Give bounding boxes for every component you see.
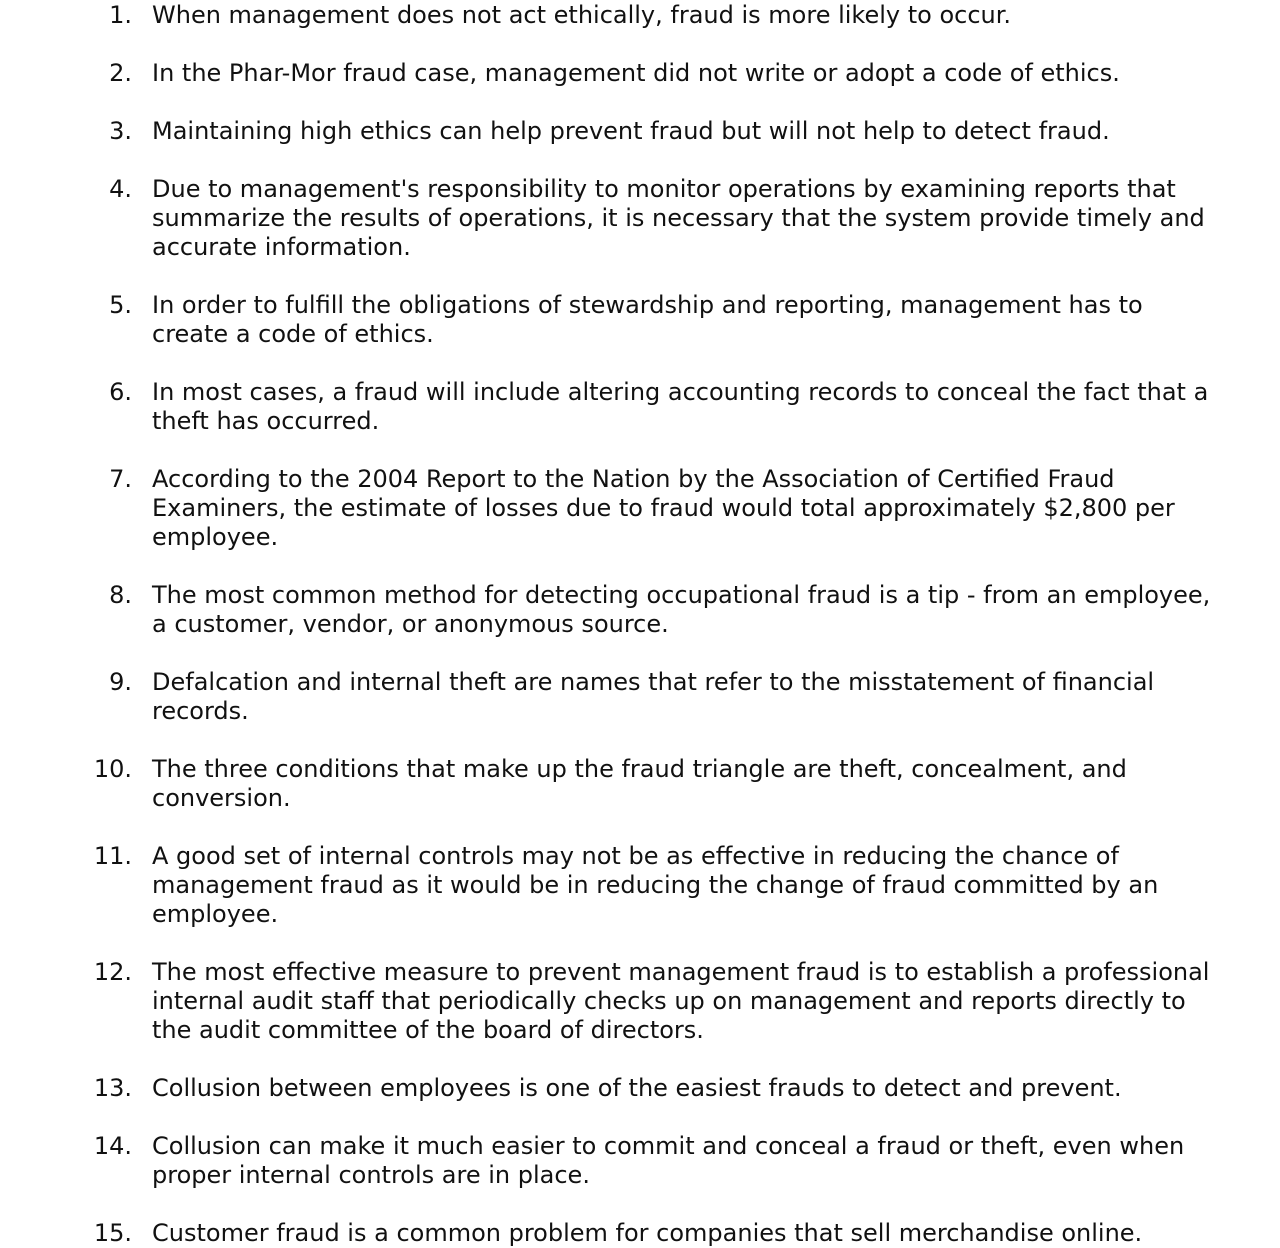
item-text: The three conditions that make up the fraud triangle are theft, concealment, and conversion.: [152, 755, 1127, 812]
list-item: [0, 1, 1280, 30]
list-item: [0, 59, 1280, 88]
item-text: Maintaining high ethics can help prevent fraud but will not help to detect fraud.: [152, 117, 1110, 145]
item-text: Due to management's responsibility to monitor operations by examining reports that summarize the results of operations, it is necessary that the system provide timely and accurate information.: [152, 175, 1205, 261]
item-number: 1.: [109, 1, 132, 29]
item-text: In most cases, a fraud will include altering accounting records to conceal the fact that a theft has occurred.: [152, 378, 1209, 435]
item-number: 6.: [109, 378, 132, 406]
item-number: 13.: [93, 1074, 132, 1102]
item-number: 3.: [109, 117, 132, 145]
list-item: [0, 1219, 1280, 1248]
item-number: 15.: [93, 1219, 132, 1247]
list-item: [0, 755, 1280, 813]
item-number: 9.: [109, 668, 132, 696]
item-number: 5.: [109, 291, 132, 319]
item-number: 7.: [109, 465, 132, 493]
item-text: The most effective measure to prevent management fraud is to establish a professional internal audit staff that periodically checks up on management and reports directly to the audit committee of the board of directors.: [152, 958, 1210, 1044]
list-item: [0, 958, 1280, 1045]
item-text: Customer fraud is a common problem for companies that sell merchandise online.: [152, 1219, 1143, 1247]
item-number: 12.: [93, 958, 132, 986]
list-item: [0, 465, 1280, 552]
item-text: Collusion between employees is one of the easiest frauds to detect and prevent.: [152, 1074, 1122, 1102]
item-text: Collusion can make it much easier to commit and conceal a fraud or theft, even when proper internal controls are in place.: [152, 1132, 1185, 1189]
item-text: Defalcation and internal theft are names that refer to the misstatement of financial records.: [152, 668, 1155, 725]
item-text: When management does not act ethically, fraud is more likely to occur.: [152, 1, 1012, 29]
list-item: [0, 117, 1280, 146]
item-text: A good set of internal controls may not be as effective in reducing the chance of management fraud as it would be in reducing the change of fraud committed by an employee.: [152, 842, 1159, 928]
item-number: 2.: [109, 59, 132, 87]
item-number: 14.: [93, 1132, 132, 1160]
list-item: [0, 842, 1280, 929]
item-number: 11.: [93, 842, 132, 870]
list-item: [0, 581, 1280, 639]
true-false-question-list: [0, 1, 1280, 1248]
list-item: [0, 378, 1280, 436]
list-item: [0, 291, 1280, 349]
item-text: In order to fulfill the obligations of stewardship and reporting, management has to create a code of ethics.: [152, 291, 1143, 348]
list-item: [0, 175, 1280, 262]
item-text: The most common method for detecting occupational fraud is a tip - from an employee, a customer, vendor, or anonymous source.: [152, 581, 1211, 638]
list-item: [0, 668, 1280, 726]
item-number: 4.: [109, 175, 132, 203]
item-text: In the Phar-Mor fraud case, management did not write or adopt a code of ethics.: [152, 59, 1120, 87]
item-number: 8.: [109, 581, 132, 609]
list-item: [0, 1074, 1280, 1103]
item-text: According to the 2004 Report to the Nation by the Association of Certified Fraud Examiners, the estimate of losses due to fraud would total approximately $2,800 per employee.: [152, 465, 1175, 551]
list-item: [0, 1132, 1280, 1190]
item-number: 10.: [93, 755, 132, 783]
